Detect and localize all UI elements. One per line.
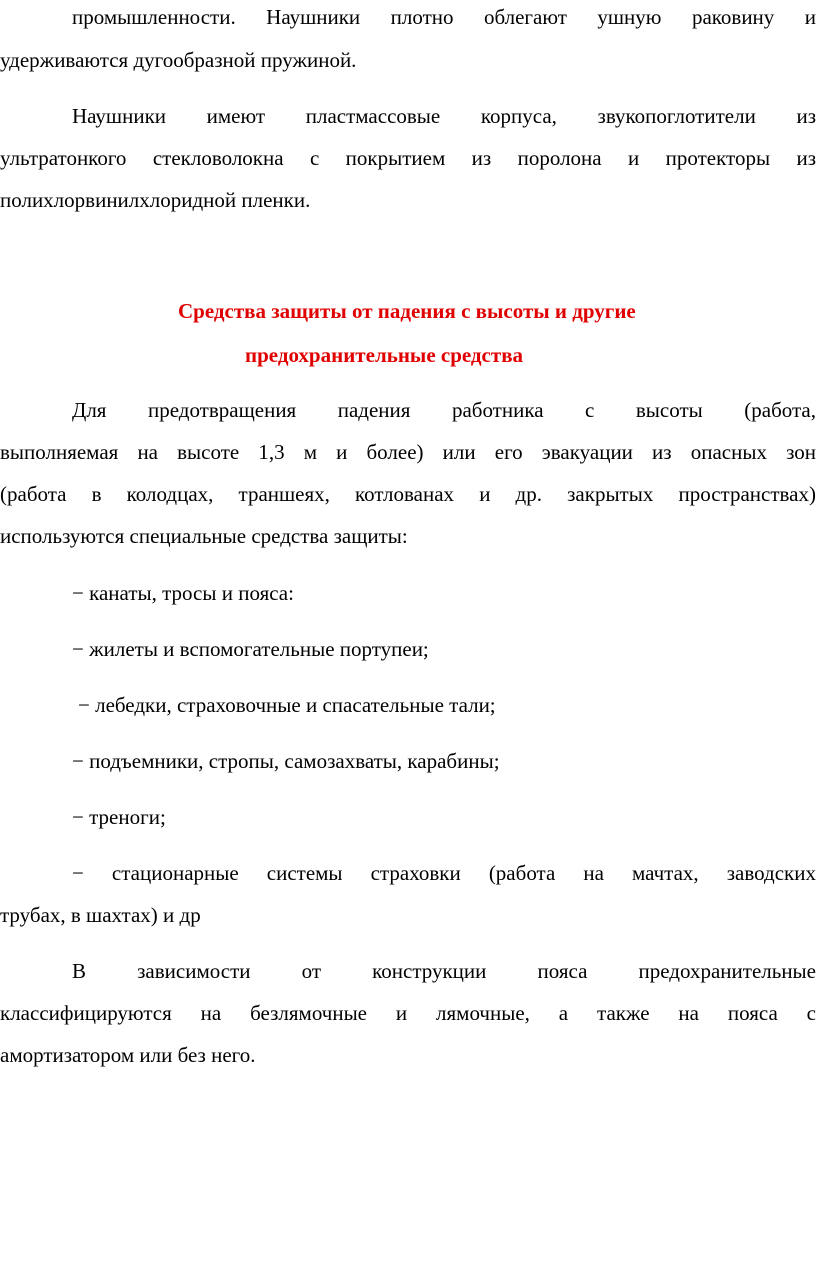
paragraph-4-line-2: классифицируются на безлямочные и лямочные, а также на пояса с — [0, 1001, 816, 1025]
section-heading-line-1: Средства защиты от падения с высоты и другие — [178, 299, 636, 323]
list-item-4: − подъемники, стропы, самозахваты, карабины; — [72, 749, 500, 773]
list-item-1: − канаты, тросы и пояса: — [72, 581, 294, 605]
paragraph-3-line-2: выполняемая на высоте 1,3 м и более) или его эвакуации из опасных зон — [0, 440, 816, 464]
list-item-3: − лебедки, страховочные и спасательные тали; — [78, 693, 496, 717]
list-item-2: − жилеты и вспомогательные портупеи; — [72, 637, 429, 661]
paragraph-3-line-1: Для предотвращения падения работника с высоты (работа, — [72, 398, 816, 422]
section-heading-line-2: предохранительные средства — [245, 343, 524, 367]
list-item-6-line-1: − стационарные системы страховки (работа на мачтах, заводских — [72, 861, 816, 885]
paragraph-3-line-4: используются специальные средства защиты: — [0, 524, 408, 548]
paragraph-4-line-1: В зависимости от конструкции пояса предохранительные — [72, 959, 816, 983]
list-item-6-line-2: трубах, в шахтах) и др — [0, 903, 201, 927]
paragraph-2-line-1: Наушники имеют пластмассовые корпуса, звукопоглотители из — [72, 104, 816, 128]
list-item-5: − треноги; — [72, 805, 166, 829]
paragraph-4-line-3: амортизатором или без него. — [0, 1043, 256, 1067]
paragraph-1-line-1: промышленности. Наушники плотно облегают ушную раковину и — [72, 5, 816, 29]
paragraph-2-line-3: полихлорвинилхлоридной пленки. — [0, 188, 311, 212]
paragraph-3-line-3: (работа в колодцах, траншеях, котлованах и др. закрытых пространствах) — [0, 482, 816, 506]
paragraph-1-line-2: удерживаются дугообразной пружиной. — [0, 48, 357, 72]
paragraph-2-line-2: ультратонкого стекловолокна с покрытием из поролона и протекторы из — [0, 146, 816, 170]
